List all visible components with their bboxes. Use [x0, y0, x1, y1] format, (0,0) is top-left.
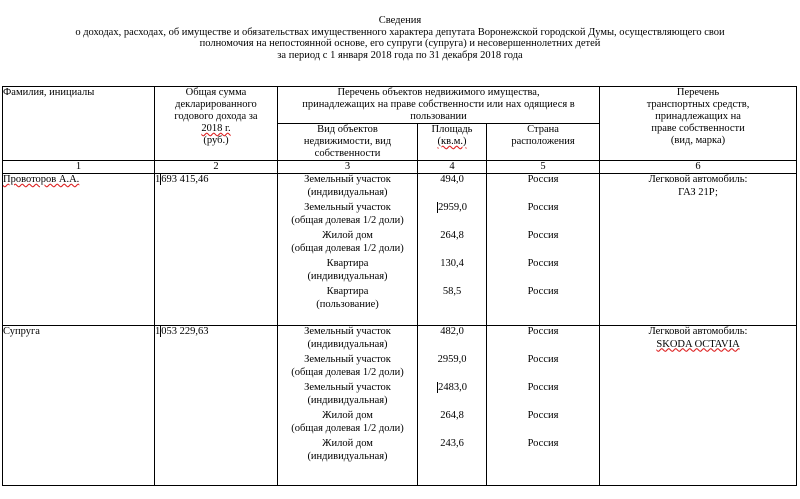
- person-name-text: Супруга: [3, 326, 40, 337]
- table-row: [3, 174, 797, 326]
- column-numbers-row: [3, 161, 797, 174]
- property-area: [418, 202, 486, 230]
- col-header-income: [155, 87, 278, 161]
- property-type: [278, 174, 417, 202]
- property-type: [278, 382, 417, 410]
- income-cell: [155, 174, 278, 326]
- col-header-property-l3: пользовании: [410, 111, 467, 122]
- property-type-l1: Жилой дом: [322, 230, 373, 241]
- property-type-l1: Квартира: [326, 286, 369, 297]
- col-header-transport-l1: Перечень: [676, 87, 720, 98]
- col-header-name: [3, 87, 155, 161]
- property-area: 264,8: [440, 230, 464, 241]
- property-type-l2: (индивидуальная): [307, 394, 388, 406]
- col-number: 3: [278, 161, 418, 174]
- property-type-l1: Жилой дом: [322, 410, 373, 421]
- property-type-l2: (пользование): [316, 298, 379, 310]
- property-area: 130,4: [440, 258, 464, 269]
- property-type: [278, 258, 417, 286]
- property-country: Россия: [527, 286, 559, 297]
- col-number: 5: [487, 161, 600, 174]
- col-header-property: [278, 87, 600, 124]
- property-type-l1: Земельный участок: [304, 326, 391, 337]
- document-header: [0, 15, 800, 61]
- col-header-type: [278, 124, 418, 161]
- property-type-l1: Земельный участок: [304, 174, 391, 185]
- person-name: [3, 174, 155, 326]
- transport-model: SKODA OCTAVIA: [656, 338, 740, 350]
- col-header-transport-l4: праве собственности: [651, 123, 745, 134]
- property-area-cell: [418, 326, 487, 486]
- col-header-transport-l3: принадлежащих на: [655, 111, 741, 122]
- property-type: [278, 326, 417, 354]
- property-country-cell: [487, 326, 600, 486]
- col-header-property-l1: Перечень объектов недвижимого имущества,: [337, 87, 540, 98]
- col-header-type-l3: собственности: [314, 148, 381, 159]
- property-type-l2: (общая долевая 1/2 доли): [291, 422, 404, 434]
- property-country: Россия: [527, 438, 559, 449]
- property-type: [278, 202, 417, 230]
- property-type-l2: (индивидуальная): [307, 450, 388, 462]
- col-header-income-l3: годового дохода за: [174, 111, 258, 122]
- col-header-country-l2: расположения: [511, 136, 575, 147]
- transport-cell: [600, 326, 797, 486]
- property-country: Россия: [527, 258, 559, 269]
- transport-type: Легковой автомобиль:: [648, 326, 748, 337]
- property-type: [278, 438, 417, 466]
- property-type-l2: (индивидуальная): [307, 186, 388, 198]
- property-type: [278, 286, 417, 314]
- col-header-transport-l2: транспортных средств,: [646, 99, 750, 110]
- property-area: 264,8: [440, 410, 464, 421]
- col-header-area-unit: (кв.м.): [437, 136, 467, 147]
- income-prefix: 1: [155, 174, 161, 185]
- header-line-2: о доходах, расходах, об имуществе и обязательствах имущественного характера депутата Воронежской городской Думы, осуществляющего свои: [75, 26, 725, 38]
- property-type-l2: (общая долевая 1/2 доли): [291, 242, 404, 254]
- property-area: 243,6: [440, 438, 464, 449]
- property-type-l1: Земельный участок: [304, 202, 391, 213]
- header-title: Сведения: [378, 15, 422, 26]
- declaration-table: [2, 86, 797, 486]
- property-type-l2: (общая долевая 1/2 доли): [291, 214, 404, 226]
- col-header-name-text: Фамилия, инициалы: [3, 87, 95, 98]
- property-type-l1: Земельный участок: [304, 382, 391, 393]
- col-header-property-l2: принадлежащих на праве собственности или нах одящиеся в: [302, 99, 575, 110]
- property-type: [278, 230, 417, 258]
- col-header-country: [487, 124, 600, 161]
- col-number: 1: [3, 161, 155, 174]
- property-area-cell: [418, 174, 487, 326]
- property-type-l2: (индивидуальная): [307, 338, 388, 350]
- property-country: Россия: [527, 326, 559, 337]
- col-number: 4: [418, 161, 487, 174]
- col-header-area: [418, 124, 487, 161]
- property-country: Россия: [527, 354, 559, 365]
- transport-cell: [600, 174, 797, 326]
- income-cell: [155, 326, 278, 486]
- col-header-area-l2: [418, 136, 486, 148]
- col-number: 2: [155, 161, 278, 174]
- property-area: 2959,0: [437, 354, 467, 365]
- col-header-income-year: 2018 г.: [201, 123, 231, 134]
- property-type-cell: [278, 174, 418, 326]
- person-name-text: Провоторов А.А.: [3, 174, 80, 185]
- property-area-value: 2483,0: [438, 382, 467, 393]
- property-country: Россия: [527, 382, 559, 393]
- property-country: Россия: [527, 410, 559, 421]
- property-type-l2: (индивидуальная): [307, 270, 388, 282]
- transport-model-line: [600, 339, 796, 352]
- property-type-cell: [278, 326, 418, 486]
- property-country-cell: [487, 174, 600, 326]
- income-value: 693 415,46: [161, 174, 209, 185]
- property-country: Россия: [527, 174, 559, 185]
- col-number: 6: [600, 161, 797, 174]
- person-name: [3, 326, 155, 486]
- property-area: [418, 382, 486, 410]
- property-type-l1: Квартира: [326, 258, 369, 269]
- property-type-l1: Жилой дом: [322, 438, 373, 449]
- income-prefix: 1: [155, 326, 161, 337]
- col-header-transport: [600, 87, 797, 161]
- col-header-income-l2: декларированного: [175, 99, 257, 110]
- transport-type: Легковой автомобиль:: [648, 174, 748, 185]
- property-area: 482,0: [440, 326, 464, 337]
- property-country: Россия: [527, 202, 559, 213]
- col-header-type-l1: Вид объектов: [317, 124, 378, 135]
- property-type-l1: Земельный участок: [304, 354, 391, 365]
- transport-model: ГАЗ 21Р;: [678, 186, 718, 198]
- col-header-type-l2: недвижимости, вид: [303, 136, 392, 147]
- col-header-income-l1: Общая сумма: [185, 87, 247, 98]
- property-area: 58,5: [442, 286, 462, 297]
- table-row: [3, 326, 797, 486]
- col-header-transport-l5: (вид, марка): [670, 135, 726, 146]
- property-type: [278, 410, 417, 438]
- property-type-l2: (общая долевая 1/2 доли): [291, 366, 404, 378]
- header-line-3: полномочия на непостоянной основе, его супруги (супруга) и несовершеннолетних детей: [199, 38, 601, 49]
- col-header-country-l1: Страна: [527, 124, 559, 135]
- header-line-4: за период с 1 января 2018 года по 31 декабря 2018 года: [277, 49, 523, 61]
- property-area: 494,0: [440, 174, 464, 185]
- income-value: 053 229,63: [161, 326, 209, 337]
- col-header-income-l5: (руб.): [203, 135, 229, 146]
- property-area-value: 2959,0: [438, 202, 467, 213]
- property-type: [278, 354, 417, 382]
- property-country: Россия: [527, 230, 559, 241]
- col-header-area-l1: Площадь: [431, 124, 473, 135]
- col-header-income-l4: [155, 123, 277, 135]
